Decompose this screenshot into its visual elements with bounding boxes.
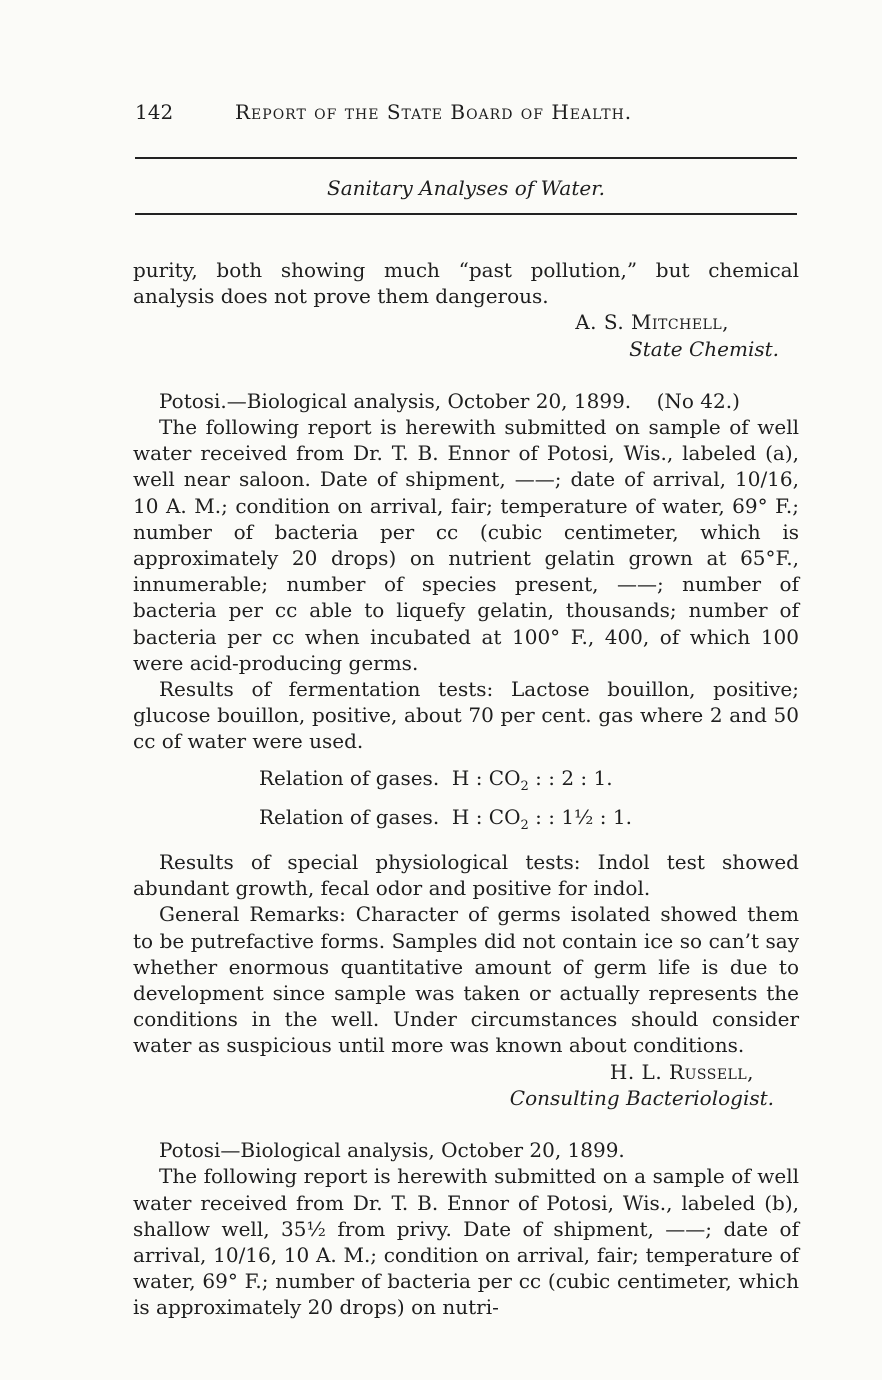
body-text	[133, 257, 799, 1321]
formula-subscript: 2	[520, 778, 529, 794]
fermentation-paragraph: Results of fermentation tests: Lactose bouillon, positive; glucose bouillon, positive, about 70 per cent. gas where 2 and 50 cc of water were used.	[133, 677, 799, 754]
report-paragraph: The following report is herewith submitted on a sample of well water received from Dr. T. B. Ennor of Potosi, Wis., labeled (b), shallow well, 35½ from privy. Date of shipment, ——; date of arrival, 10/16, 10 A. M.; condition on arrival, fair; temperature of water, 69° F.; number of bacteria per cc (cubic centimeter, which is approximately 20 drops) on nutri-	[133, 1164, 799, 1320]
gas-relation-formula	[133, 765, 799, 800]
remarks-paragraph: General Remarks: Character of germs isolated showed them to be putrefactive forms. Samples did not contain ice so can’t say whether enormous quantitative amount of germ life is due to development since sample was taken or actually represents the conditions in the well. Under circumstances should consider water as suspicious until more was known about conditions.	[133, 902, 799, 1058]
signature-chemist	[133, 309, 799, 361]
signature-role: State Chemist.	[629, 336, 779, 361]
formula-lhs: H : CO	[451, 765, 521, 790]
page-number: 142	[135, 100, 174, 124]
page-header	[135, 100, 795, 132]
physiological-paragraph: Results of special physiological tests: Indol test showed abundant growth, fecal odor and positive for indol.	[133, 850, 799, 901]
formula-label: Relation of gases.	[259, 765, 440, 790]
signature-name: A. S. Mitchell,	[575, 310, 729, 335]
report-heading: Potosi—Biological analysis, October 20, 1899.	[159, 1138, 625, 1163]
running-title: Report of the State Board of Health.	[235, 100, 633, 124]
gas-relation-formula	[133, 804, 799, 839]
report-heading: Potosi.—Biological analysis, October 20, 1899. (No 42.)	[159, 388, 740, 413]
section-title: Sanitary Analyses of Water.	[327, 176, 605, 200]
formula-lhs: H : CO	[451, 804, 521, 829]
bottom-rule	[135, 213, 797, 215]
signature-bacteriologist	[133, 1059, 799, 1111]
signature-name: H. L. Russell,	[609, 1059, 754, 1084]
continuation-paragraph: purity, both showing much “past pollution,” but chemical analysis does not prove them dangerous.	[133, 258, 799, 309]
formula-rhs: : : 1½ : 1.	[528, 804, 632, 829]
formula-subscript: 2	[520, 817, 529, 833]
formula-label: Relation of gases.	[259, 804, 440, 829]
report-paragraph: The following report is herewith submitted on sample of well water received from Dr. T. B. Ennor of Potosi, Wis., labeled (a), well near saloon. Date of shipment, ——; date of arrival, 10/16, 10 A. M.; condition on arrival, fair; temperature of water, 69° F.; number of bacteria per cc (cubic centimeter, which is approximately 20 drops) on nutrient gelatin grown at 65°F., innumerable; number of species present, ——; number of bacteria per cc able to liquefy gelatin, thousands; number of bacteria per cc when incubated at 100° F., 400, of which 100 were acid-producing germs.	[133, 415, 799, 675]
formula-rhs: : : 2 : 1.	[528, 765, 613, 790]
signature-role: Consulting Bacteriologist.	[509, 1085, 774, 1110]
top-rule	[135, 157, 797, 159]
